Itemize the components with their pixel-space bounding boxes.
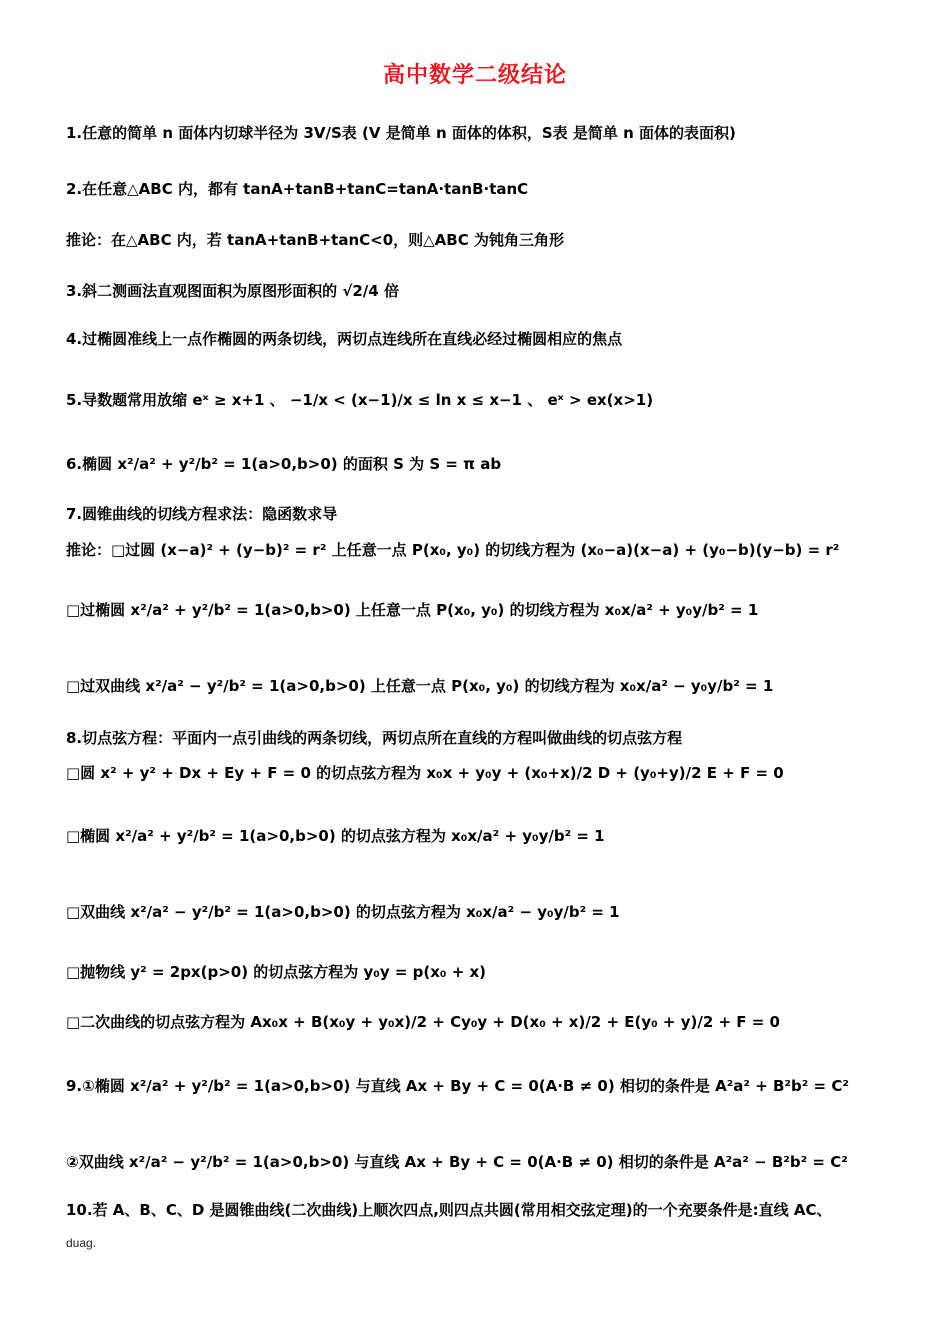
conclusion-6: 6.椭圆 x²/a² + y²/b² = 1(a>0,b>0) 的面积 S 为 S = π ab <box>66 455 502 473</box>
chord-conic: □二次曲线的切点弦方程为 Ax₀x + B(x₀y + y₀x)/2 + Cy₀y + D(x₀ + x)/2 + E(y₀ + y)/2 + F = 0 <box>66 1013 780 1031</box>
conclusion-9-hyperbola: ②双曲线 x²/a² − y²/b² = 1(a>0,b>0) 与直线 Ax + By + C = 0(A·B ≠ 0) 相切的条件是 A²a² − B²b² = C² <box>66 1153 848 1171</box>
conclusion-8: 8.切点弦方程：平面内一点引曲线的两条切线，两切点所在直线的方程叫做曲线的切点弦方程 <box>66 729 683 747</box>
conclusion-1: 1.任意的简单 n 面体内切球半径为 3V/S表 (V 是简单 n 面体的体积，S表 是简单 n 面体的表面积) <box>66 124 736 142</box>
chord-circle: □圆 x² + y² + Dx + Ey + F = 0 的切点弦方程为 x₀x + y₀y + (x₀+x)/2 D + (y₀+y)/2 E + F = 0 <box>66 764 784 782</box>
chord-parabola: □抛物线 y² = 2px(p>0) 的切点弦方程为 y₀y = p(x₀ + x) <box>66 963 487 981</box>
corollary-7-hyperbola: □过双曲线 x²/a² − y²/b² = 1(a>0,b>0) 上任意一点 P(x₀, y₀) 的切线方程为 x₀x/a² − y₀y/b² = 1 <box>66 677 774 695</box>
conclusion-2: 2.在任意△ABC 内，都有 tanA+tanB+tanC=tanA·tanB·tanC <box>66 180 529 198</box>
conclusion-10: 10.若 A、B、C、D 是圆锥曲线(二次曲线)上顺次四点,则四点共圆(常用相交弦定理)的一个充要条件是:直线 AC、 <box>66 1201 832 1219</box>
conclusion-9-ellipse: 9.①椭圆 x²/a² + y²/b² = 1(a>0,b>0) 与直线 Ax + By + C = 0(A·B ≠ 0) 相切的条件是 A²a² + B²b² = C² <box>66 1077 849 1095</box>
corollary-7-ellipse: □过椭圆 x²/a² + y²/b² = 1(a>0,b>0) 上任意一点 P(x₀, y₀) 的切线方程为 x₀x/a² + y₀y/b² = 1 <box>66 601 759 619</box>
conclusion-3: 3.斜二测画法直观图面积为原图形面积的 √2/4 倍 <box>66 282 399 300</box>
conclusion-5: 5.导数题常用放缩 eˣ ≥ x+1 、 −1/x < (x−1)/x ≤ ln x ≤ x−1 、 eˣ > ex(x>1) <box>66 391 654 409</box>
conclusion-4: 4.过椭圆准线上一点作椭圆的两条切线，两切点连线所在直线必经过椭圆相应的焦点 <box>66 330 623 348</box>
conclusion-7: 7.圆锥曲线的切线方程求法：隐函数求导 <box>66 505 338 523</box>
page-title: 高中数学二级结论 <box>382 63 567 88</box>
corollary-7-circle: 推论：□过圆 (x−a)² + (y−b)² = r² 上任意一点 P(x₀, y₀) 的切线方程为 (x₀−a)(x−a) + (y₀−b)(y−b) = r² <box>66 541 840 559</box>
chord-hyperbola: □双曲线 x²/a² − y²/b² = 1(a>0,b>0) 的切点弦方程为 x₀x/a² − y₀y/b² = 1 <box>66 903 620 921</box>
chord-ellipse: □椭圆 x²/a² + y²/b² = 1(a>0,b>0) 的切点弦方程为 x₀x/a² + y₀y/b² = 1 <box>66 827 605 845</box>
corollary-2: 推论：在△ABC 内，若 tanA+tanB+tanC<0，则△ABC 为钝角三角形 <box>66 231 564 249</box>
footer-text: duag. <box>66 1236 97 1250</box>
